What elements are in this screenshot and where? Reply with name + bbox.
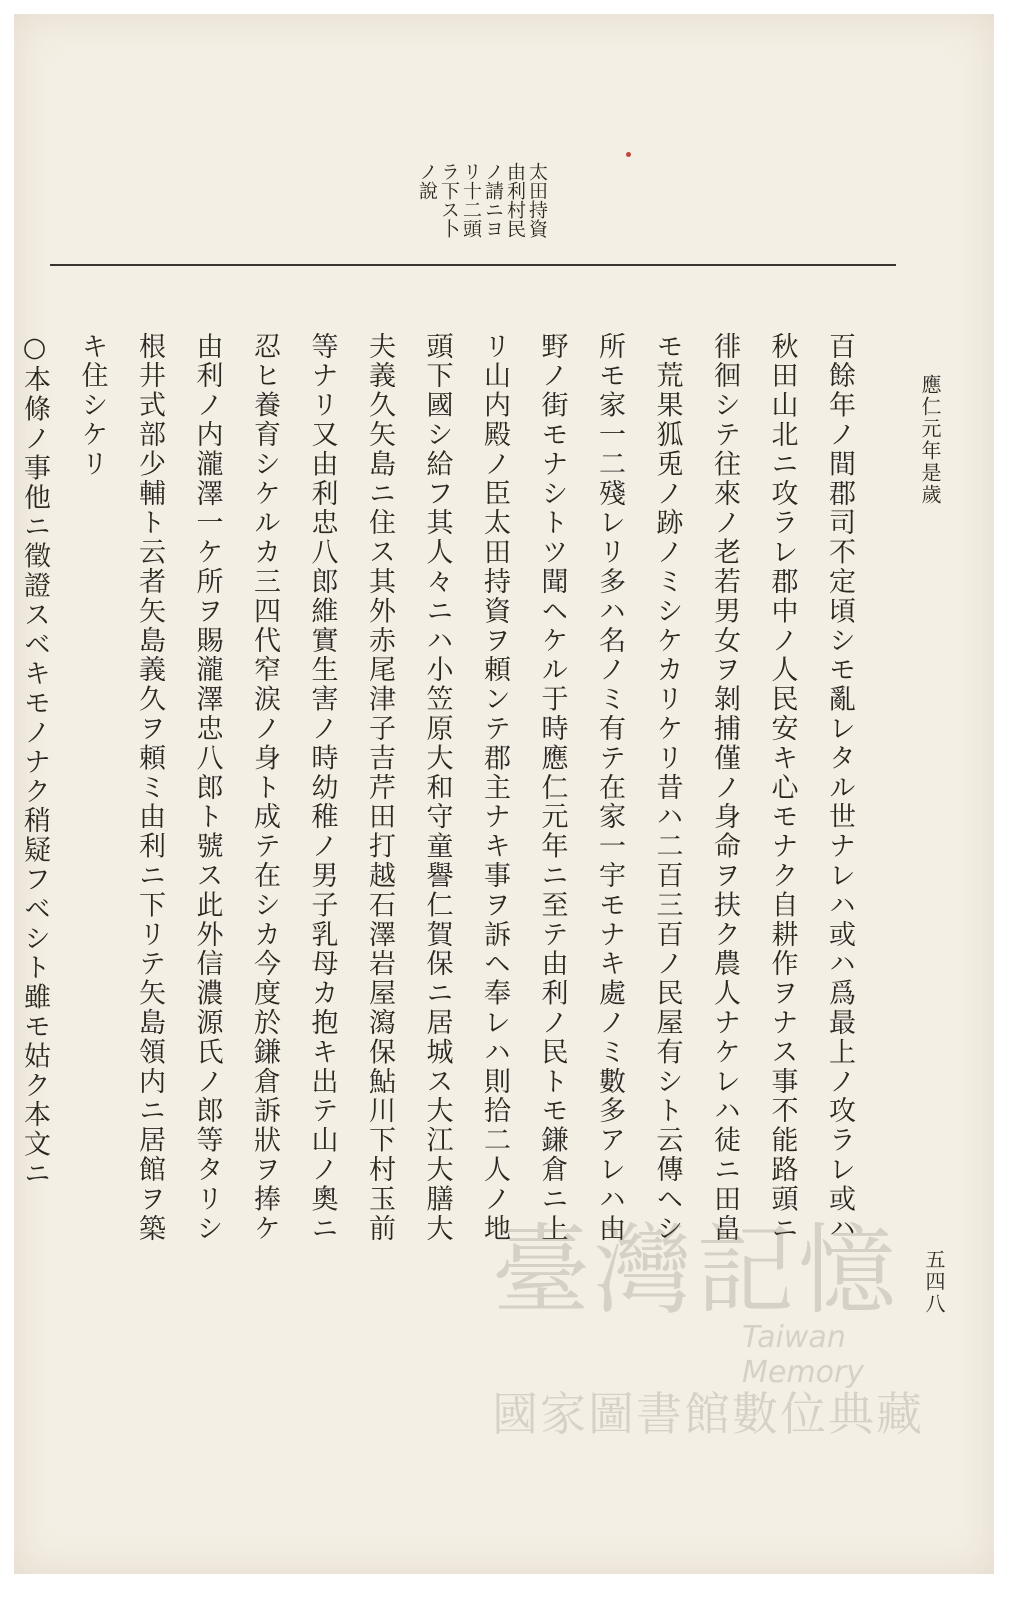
watermark-sub-text: 國家圖書館數位典藏 xyxy=(492,1387,924,1441)
text-column: 所モ家一二殘レリ多ハ名ノミ有テ在家一宇モナキ處ノミ數多アレハ由 xyxy=(594,332,625,1244)
page-number: 五四八 xyxy=(922,1249,946,1315)
text-column: モ荒果狐兎ノ跡ノミシケカリケリ昔ハ二百三百ノ民屋有シト云傳ヘシ xyxy=(651,332,683,1244)
header-rule xyxy=(50,264,896,266)
text-column: 根井式部少輔ト云者矢島義久ヲ頼ミ由利ニ下リテ矢島領内ニ居館ヲ築 xyxy=(134,332,165,1244)
text-column: 夫義久矢島ニ住ス其外赤尾津子吉芹田打越石澤岩屋瀉保鮎川下村玉前 xyxy=(364,332,395,1244)
note-column: ○本條ノ事他ニ徵證スベキモノナク稍疑フベシト雖モ姑ク本文ニ xyxy=(19,332,50,1189)
marginal-note-col-4: リ十二頭 xyxy=(460,162,482,238)
text-column: 頭下國シ給フ其人々ニハ小笠原大和守童譽仁賀保ニ居城ス大江大膳大 xyxy=(421,332,453,1244)
watermark-main-text: 臺灣記憶 xyxy=(492,1214,901,1328)
text-column: 百餘年ノ間郡司不定頃シモ亂レタル世ナレハ或ハ爲最上ノ攻ラレ或ハ xyxy=(824,332,855,1244)
marginal-note-col-5: ラ下ス卜 xyxy=(438,162,460,238)
text-column: 等ナリ又由利忠八郎維實生害ノ時幼稚ノ男子乳母カ抱キ出テ山ノ奧ニ xyxy=(306,332,338,1244)
watermark xyxy=(492,1192,962,1452)
book-page xyxy=(14,14,994,1574)
text-column: 野ノ街モナシトツ聞ヘケル于時應仁元年ニ至テ由利ノ民トモ鎌倉ニ上 xyxy=(536,332,568,1244)
text-column: キ住シケリ xyxy=(76,332,108,479)
text-column: 忍ヒ養育シケルカ三四代窄涙ノ身ト成テ在シカ今度於鎌倉訴狀ヲ捧ケ xyxy=(249,332,280,1244)
text-column: 秋田山北ニ攻ラレ郡中ノ人民安キ心モナク自耕作ヲナス事不能路頭ニ xyxy=(766,332,798,1244)
watermark-english-text: Taiwan Memory xyxy=(742,1320,865,1390)
running-header-title: 應仁元年是歲 xyxy=(918,374,942,506)
text-column: 徘徊シテ往來ノ老若男女ヲ剝捕僅ノ身命ヲ扶ク農人ナケレハ徒ニ田畠 xyxy=(709,332,740,1244)
red-speck xyxy=(626,152,631,157)
text-column: 由利ノ内瀧澤一ケ所ヲ賜瀧澤忠八郎ト號ス此外信濃源氏ノ郎等タリシ xyxy=(191,332,223,1244)
marginal-note-col-6: ノ說 xyxy=(416,162,438,200)
text-column: リ山内殿ノ臣太田持資ヲ頼ンテ郡主ナキ事ヲ訴ヘ奉レハ則拾二人ノ地 xyxy=(479,332,510,1244)
marginal-note-col-2: 由利村民 xyxy=(504,162,526,238)
marginal-note-col-3: ノ請ニヨ xyxy=(482,162,504,238)
marginal-note-col-1: 太田持資 xyxy=(526,162,548,238)
